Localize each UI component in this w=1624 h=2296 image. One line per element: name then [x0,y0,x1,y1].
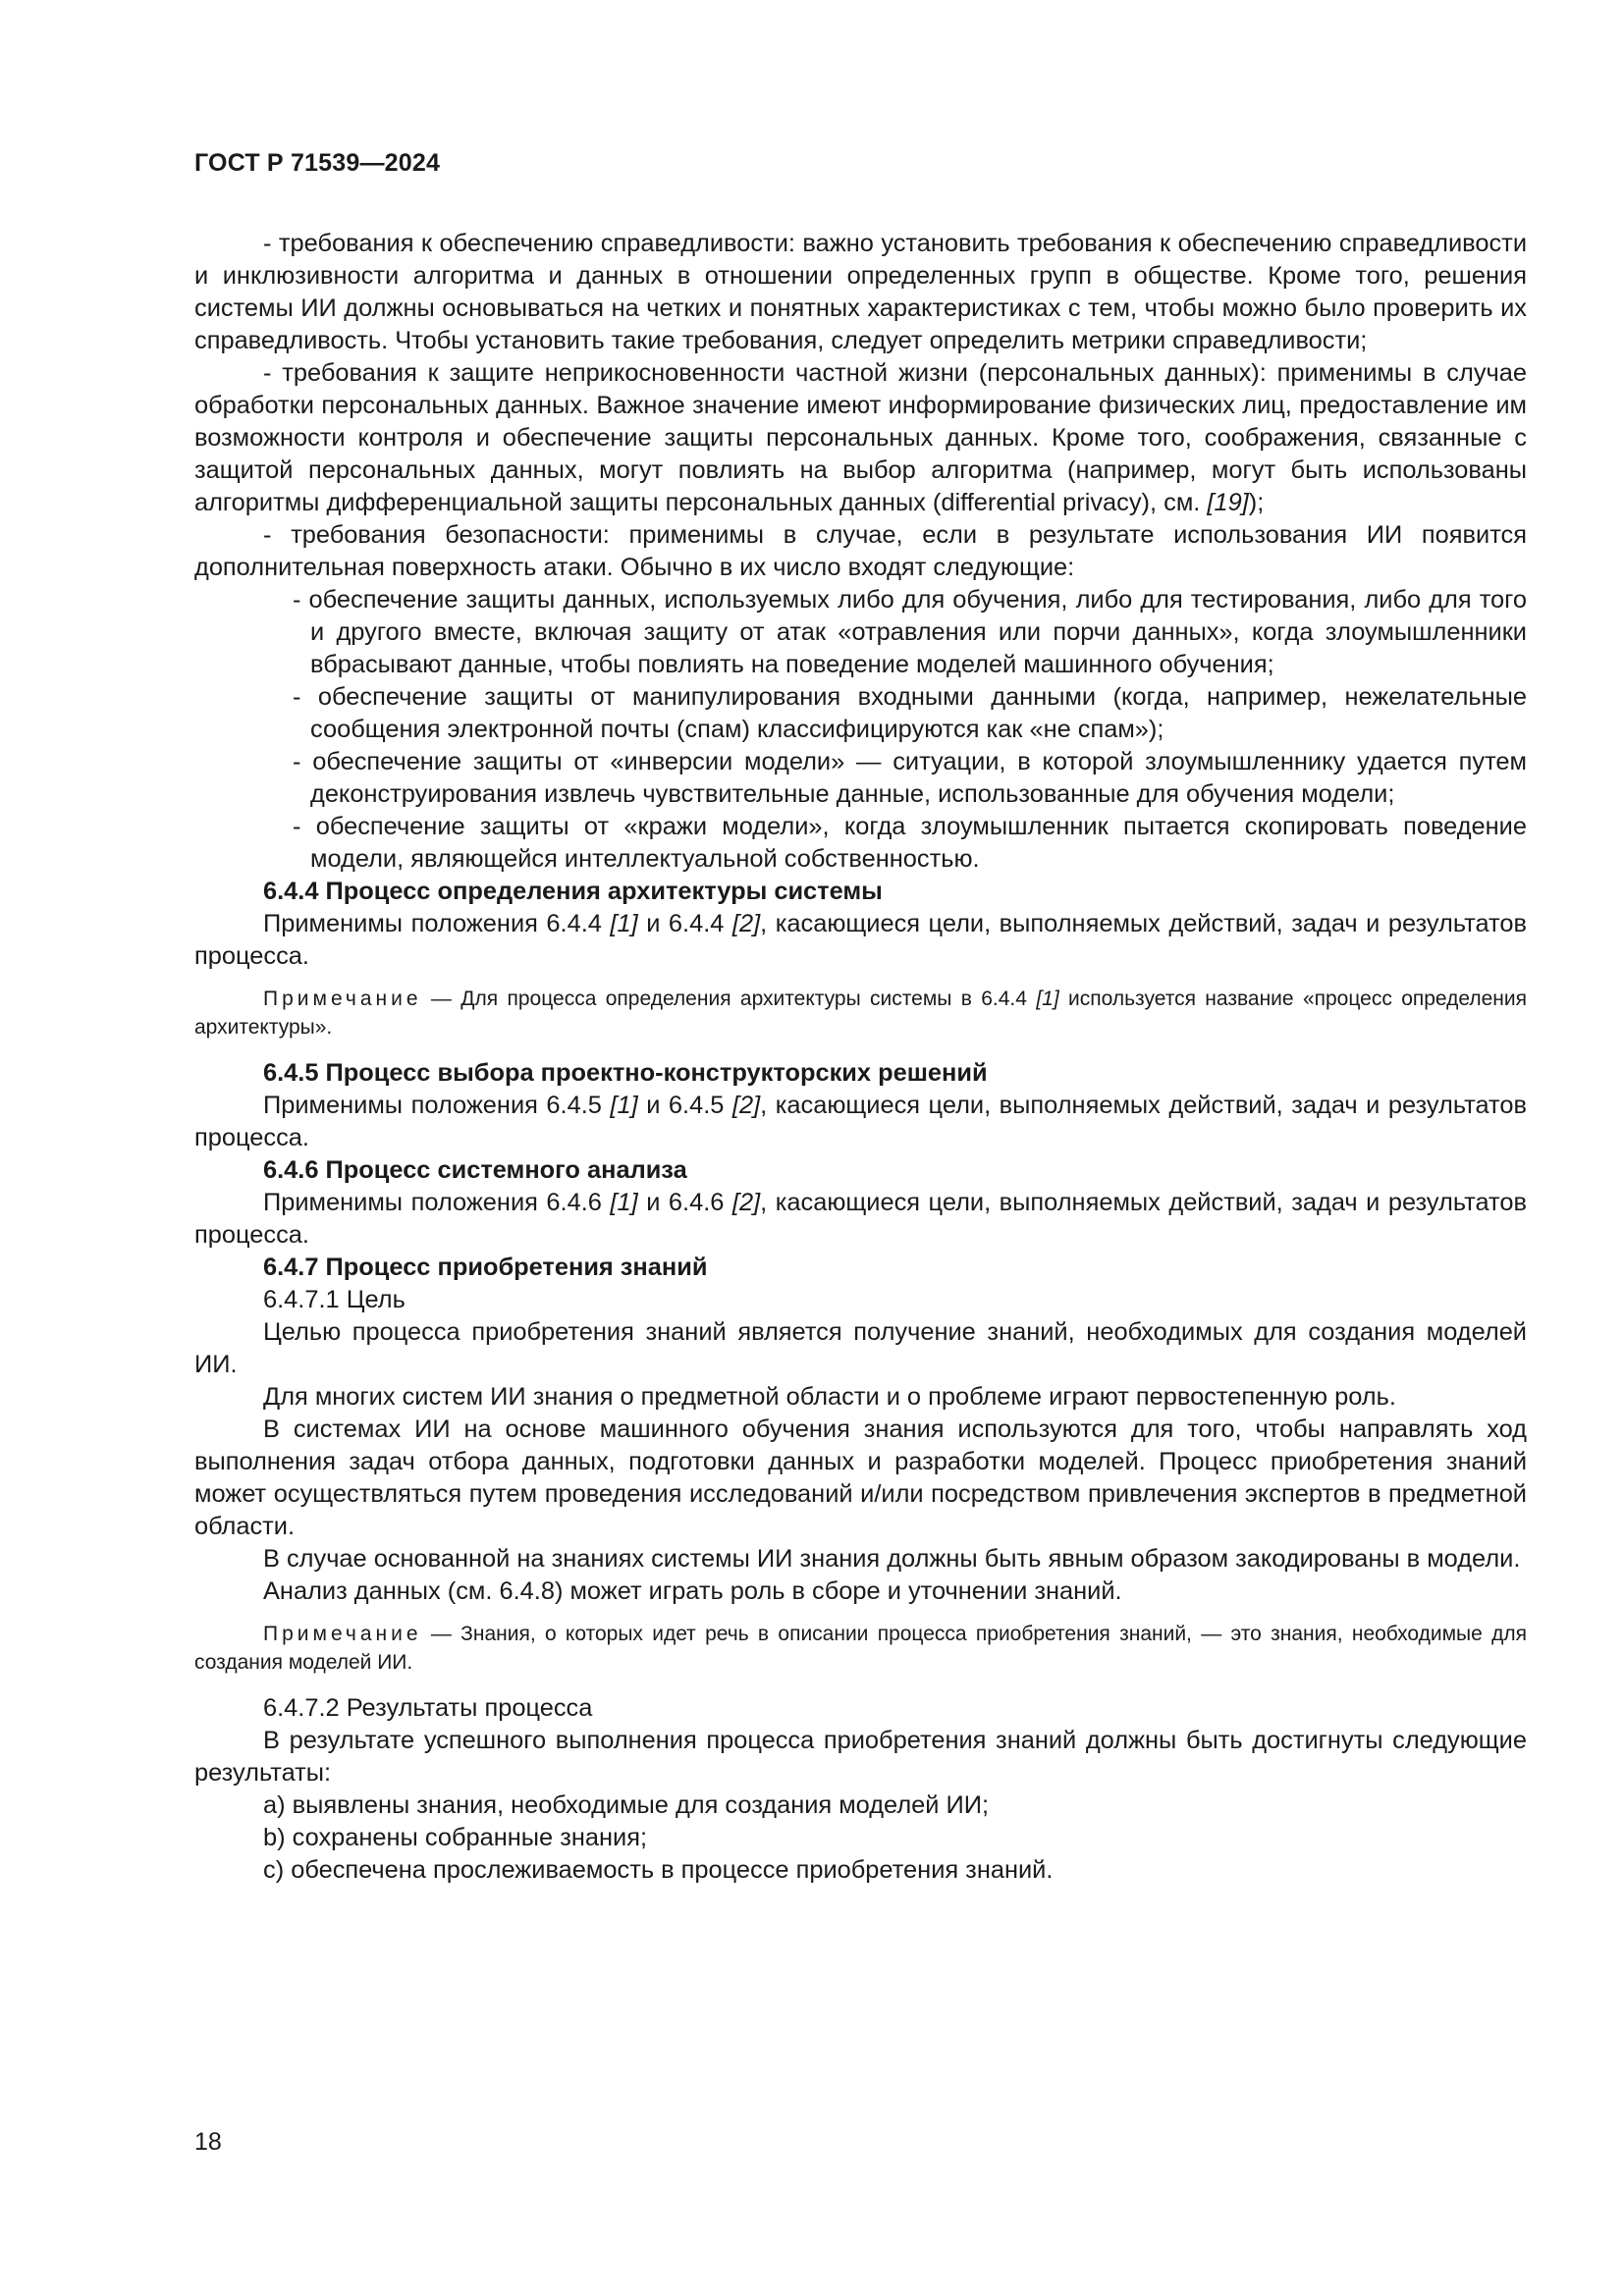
paragraph-privacy-end: ); [1248,489,1265,516]
paragraph-6-4-7-1-goal: Целью процесса приобретения знаний является получение знаний, необходимых для создания моделей ИИ. [194,1318,1527,1378]
reference-1: [1] [1036,988,1059,1010]
note-6-4-4 [194,985,1527,1041]
paragraph-6-4-4-text-c: , касающиеся цели, выполняемых действий, задач и результатов процесса. [194,910,1527,970]
reference-2: [2] [731,1189,761,1216]
note-6-4-4-text-b: используется название «процесс определения архитектуры». [194,988,1528,1039]
paragraph-6-4-4-text-a: Применимы положения 6.4.4 [263,910,611,937]
paragraph-6-4-7-2: В результате успешного выполнения процесса приобретения знаний должны быть достигнуты следующие результаты: [194,1727,1527,1787]
note-6-4-4-text-a: — Для процесса определения архитектуры системы в 6.4.4 [421,988,1037,1010]
security-item-input-manipulation: - обеспечение защиты от манипулирования входными данными (когда, например, нежелательные сообщения электронной почты (спам) классифицируются как «не спам»); [293,683,1527,743]
note-label: Примечание [263,1623,422,1645]
paragraph-privacy-text: - требования к защите неприкосновенности частной жизни (персональных данных): применимы в случае обработки персональных данных. Важное значение имеют информирование физических лиц, предоставление им возможности контроля и обеспечение защиты персональных данных. Кроме того, соображения, связанные с защитой персональных данных, могут повлиять на выбор алгоритма (например, могут быть использованы алгоритмы дифференциальной защиты персональных данных (differential privacy), см. [194,359,1527,516]
reference-2: [2] [731,1092,761,1119]
heading-6-4-4: 6.4.4 Процесс определения архитектуры системы [263,878,883,905]
document-code: ГОСТ Р 71539—2024 [194,149,441,177]
security-item-model-inversion: - обеспечение защиты от «инверсии модели» — ситуации, в которой злоумышленнику удается путем деконструирования извлечь чувствительные данные, использованные для обучения модели; [293,748,1527,808]
reference-1: [1] [610,1092,638,1119]
paragraph-6-4-5-text-b: и 6.4.5 [637,1092,732,1119]
paragraph-6-4-4-text-b: и 6.4.4 [637,910,732,937]
page-content [194,228,1527,1887]
heading-6-4-7-1: 6.4.7.1 Цель [263,1286,406,1313]
note-label: Примечание [263,988,422,1010]
list-item: a) выявлены знания, необходимые для создания моделей ИИ; [263,1791,990,1819]
paragraph-6-4-6 [194,1187,1527,1252]
paragraph-6-4-7-1-ml: В системах ИИ на основе машинного обучения знания используются для того, чтобы направлять ход выполнения задач отбора данных, подготовки данных и разработки моделей. Процесс приобретения знаний может осуществляться путем проведения исследований и/или посредством привлечения экспертов в предметной области. [194,1415,1527,1540]
list-item: b) сохранены собранные знания; [263,1824,648,1851]
paragraph-6-4-4 [194,908,1527,973]
heading-6-4-7: 6.4.7 Процесс приобретения знаний [263,1254,708,1281]
paragraph-6-4-7-1-encoded: В случае основанной на знаниях системы ИИ знания должны быть явным образом закодированы в модели. [263,1545,1521,1573]
note-6-4-7-1 [194,1620,1527,1677]
heading-6-4-5: 6.4.5 Процесс выбора проектно-конструкторских решений [263,1059,988,1087]
heading-6-4-6: 6.4.6 Процесс системного анализа [263,1156,687,1184]
heading-6-4-7-2: 6.4.7.2 Результаты процесса [263,1694,593,1722]
paragraph-6-4-6-text-b: и 6.4.6 [637,1189,732,1216]
paragraph-6-4-5 [194,1090,1527,1154]
paragraph-6-4-5-text-c: , касающиеся цели, выполняемых действий, задач и результатов процесса. [194,1092,1527,1151]
paragraph-fairness: - требования к обеспечению справедливости: важно установить требования к обеспечению справедливости и инклюзивности алгоритма и данных в отношении определенных групп в обществе. Кроме того, решения системы ИИ должны основываться на четких и понятных характеристиках с тем, чтобы можно было проверить их справедливость. Чтобы установить такие требования, следует определить метрики справедливости; [194,230,1527,354]
security-item-model-theft: - обеспечение защиты от «кражи модели», когда злоумышленник пытается скопировать поведение модели, являющейся интеллектуальной собственностью. [293,813,1527,873]
note-6-4-7-1-text: — Знания, о которых идет речь в описании процесса приобретения знаний, — это знания, необходимые для создания моделей ИИ. [194,1623,1527,1674]
paragraph-6-4-6-text-c: , касающиеся цели, выполняемых действий, задач и результатов процесса. [194,1189,1527,1249]
reference-1: [1] [610,910,638,937]
paragraph-6-4-7-1-analysis: Анализ данных (см. 6.4.8) может играть роль в сборе и уточнении знаний. [263,1577,1122,1605]
list-item: c) обеспечена прослеживаемость в процессе приобретения знаний. [263,1856,1054,1884]
paragraph-6-4-6-text-a: Применимы положения 6.4.6 [263,1189,611,1216]
reference-19: [19] [1207,489,1249,516]
paragraph-privacy [194,357,1527,519]
reference-2: [2] [731,910,761,937]
security-item-data-protection: - обеспечение защиты данных, используемых либо для обучения, либо для тестирования, либо для того и другого вместе, включая защиту от атак «отравления или порчи данных», когда злоумышленники вбрасывают данные, чтобы повлиять на поведение моделей машинного обучения; [293,586,1527,678]
paragraph-6-4-7-1-domain: Для многих систем ИИ знания о предметной области и о проблеме играют первостепенную роль. [263,1383,1396,1411]
paragraph-security: - требования безопасности: применимы в случае, если в результате использования ИИ появится дополнительная поверхность атаки. Обычно в их число входят следующие: [194,521,1527,581]
page-number: 18 [194,2128,222,2156]
paragraph-6-4-5-text-a: Применимы положения 6.4.5 [263,1092,611,1119]
reference-1: [1] [610,1189,638,1216]
